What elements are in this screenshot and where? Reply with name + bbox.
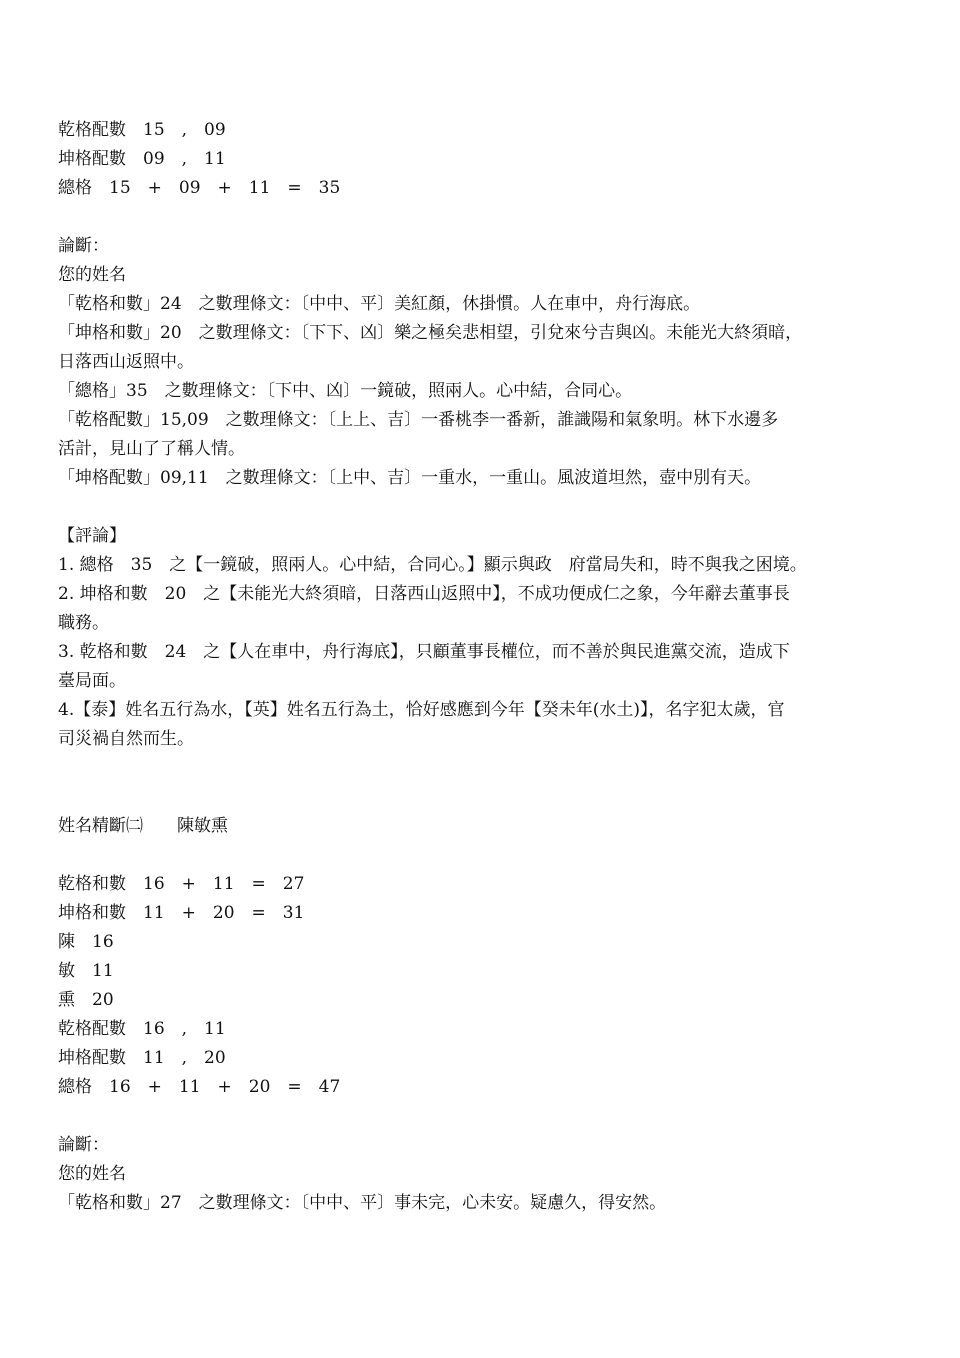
judgement-line: 活計，見山了了稱人情。 xyxy=(58,439,245,459)
calc-line: 乾格配數 15 , 09 xyxy=(58,120,226,140)
judgement-line: 「坤格配數」09,11 之數理條文：〔上中、吉〕一重水，一重山。風波道坦然，壺中別有天。 xyxy=(58,468,762,488)
your-name-label: 您的姓名 xyxy=(58,1164,126,1184)
judgement-line: 「乾格和數」27 之數理條文：〔中中、平〕事未完，心未安。疑慮久，得安然。 xyxy=(58,1193,667,1213)
spacer xyxy=(58,1102,898,1131)
calc-line: 乾格和數 16 + 11 = 27 xyxy=(58,874,305,894)
judgement-heading: 論斷： xyxy=(58,236,109,256)
spacer xyxy=(58,493,898,522)
comment-line: 3. 乾格和數 24 之【人在車中，舟行海底】，只顧董事長權位，而不善於與民進黨交流，造成下 xyxy=(58,642,790,662)
judgement-line: 「乾格配數」15,09 之數理條文：〔上上、吉〕一番桃李一番新，誰識陽和氣象明。林下水邊多 xyxy=(58,410,779,430)
your-name-label: 您的姓名 xyxy=(58,265,126,285)
calc-line: 總格 16 + 11 + 20 = 47 xyxy=(58,1077,341,1097)
section1-judgement xyxy=(58,232,898,493)
document-page xyxy=(58,116,898,1218)
comment-line: 2. 坤格和數 20 之【未能光大終須暗，日落西山返照中】，不成功便成仁之象，今年辭去董事長 xyxy=(58,584,790,604)
section1-comments xyxy=(58,522,898,754)
judgement-line: 「坤格和數」20 之數理條文：〔下下、凶〕樂之極矣悲相望，引兌來兮吉與凶。未能光大終須暗， xyxy=(58,323,803,343)
calc-line: 乾格配數 16 , 11 xyxy=(58,1019,226,1039)
calc-line: 熏 20 xyxy=(58,990,114,1010)
section2-calc xyxy=(58,870,898,1102)
comment-line: 4.【泰】姓名五行為水，【英】姓名五行為土，恰好感應到今年【癸未年(水土)】，名字犯太歲，官 xyxy=(58,700,785,720)
calc-line: 陳 16 xyxy=(58,932,114,952)
section2-title: 姓名精斷㈡ 陳敏熏 xyxy=(58,816,228,836)
judgement-line: 「乾格和數」24 之數理條文：〔中中、平〕美紅顏，休掛慣。人在車中，舟行海底。 xyxy=(58,294,701,314)
comment-line: 1. 總格 35 之【一鏡破，照兩人。心中結，合同心。】顯示與政 府當局失和，時不與我之困境。 xyxy=(58,555,807,575)
judgement-line: 「總格」35 之數理條文：〔下中、凶〕一鏡破，照兩人。心中結，合同心。 xyxy=(58,381,633,401)
spacer xyxy=(58,203,898,232)
calc-line: 坤格配數 09 , 11 xyxy=(58,149,226,169)
section1-calc xyxy=(58,116,898,203)
calc-line: 坤格和數 11 + 20 = 31 xyxy=(58,903,305,923)
comment-line: 臺局面。 xyxy=(58,671,126,691)
calc-line: 總格 15 + 09 + 11 = 35 xyxy=(58,178,341,198)
spacer xyxy=(58,754,898,812)
judgement-line: 日落西山返照中。 xyxy=(58,352,194,372)
comment-line: 職務。 xyxy=(58,613,109,633)
calc-line: 敏 11 xyxy=(58,961,114,981)
section2-judgement xyxy=(58,1131,898,1218)
comment-line: 司災禍自然而生。 xyxy=(58,729,194,749)
spacer xyxy=(58,841,898,870)
calc-line: 坤格配數 11 , 20 xyxy=(58,1048,226,1068)
judgement-heading: 論斷： xyxy=(58,1135,109,1155)
comment-heading: 【評論】 xyxy=(58,526,126,546)
